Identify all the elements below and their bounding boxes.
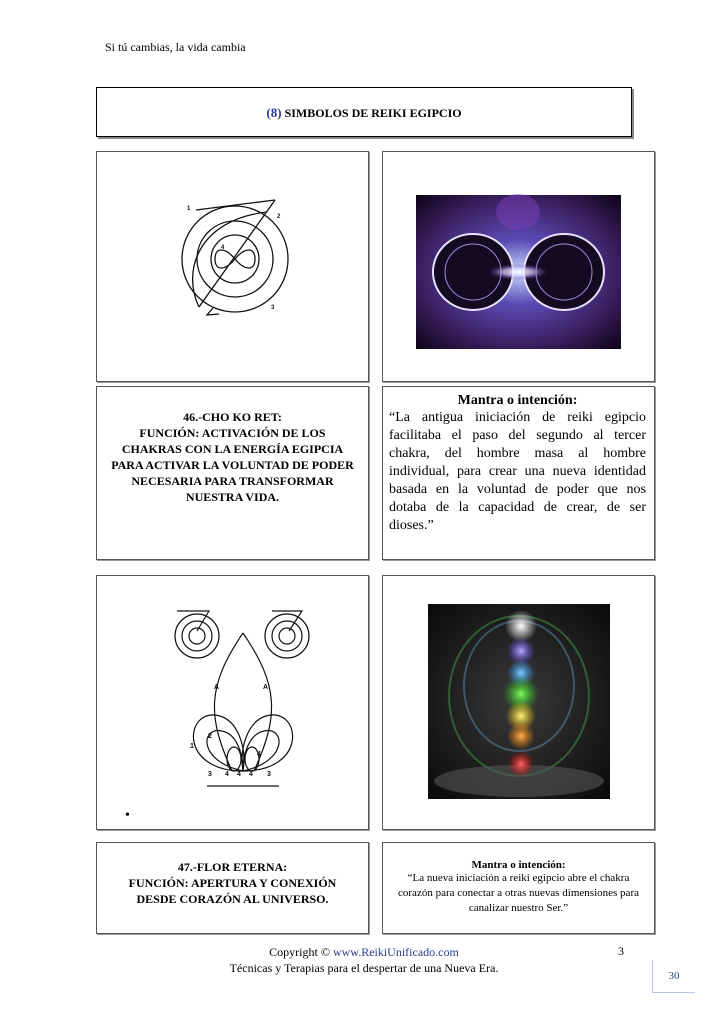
local-page-number: 3 (618, 944, 624, 958)
symbol2-image-cell (96, 575, 369, 830)
symbol1-line-5: NUESTRA VIDA. (185, 490, 280, 504)
copyright-text: Copyright © (269, 945, 330, 959)
symbol1-line-2: CHAKRAS CON LA ENERGÍA EGIPCIA (121, 442, 344, 456)
flor-label-4-b: 4 (237, 771, 241, 778)
flor-label-1: 1 (190, 743, 194, 750)
flor-label-4-a: 4 (225, 771, 229, 778)
flor-label-a-right: A (263, 684, 269, 691)
cho-ko-ret-diagram (97, 152, 368, 381)
diagram-label-4: 4 (221, 245, 225, 251)
symbol1-text-cell (96, 386, 369, 560)
flor-label-4-c: 4 (249, 771, 253, 778)
footer-tagline: Técnicas y Terapias para el despertar de una Nueva Era. (229, 961, 499, 975)
symbol2-line-2: DESDE CORAZÓN AL UNIVERSO. (136, 892, 329, 906)
fractal-image (383, 152, 654, 381)
symbol2-text-cell (96, 842, 369, 934)
symbol1-line-4: NECESARIA PARA TRANSFORMAR (131, 474, 334, 488)
mantra1-cell (382, 386, 655, 560)
running-header: Si tú cambias, la vida cambia (105, 40, 246, 54)
flor-label-3-left: 3 (208, 771, 212, 778)
flor-label-2: 2 (208, 733, 212, 740)
symbol1-image-cell (96, 151, 369, 382)
title-box (96, 87, 632, 137)
symbol2-line-1: FUNCIÓN: APERTURA Y CONEXIÓN (128, 876, 337, 890)
mantra2-text: “La nueva iniciación a reiki egipcio abre el chakra corazón para conectar a otras nuevas dimensiones para canalizar nuestro Ser.” (398, 872, 639, 914)
mantra2-heading: Mantra o intención: (471, 859, 566, 871)
bullet-point: • (125, 808, 130, 823)
mantra2-cell (382, 842, 655, 934)
flor-eterna-diagram (97, 576, 368, 796)
mantra1-text: “La antigua iniciación de reiki egipcio facilitaba el paso del segundo al tercer chakra, del hombre masa al hombre individual, para crear una nueva identidad basada en la voluntad de poder que nos dotaba de la capacidad de crear, de ser dioses.” (389, 410, 646, 533)
website-link[interactable]: www.ReikiUnificado.com (332, 945, 459, 959)
symbol1-name: 46.-CHO KO RET: (183, 410, 282, 424)
mantra1-heading: Mantra o intención: (457, 393, 578, 408)
diagram-label-3: 3 (271, 305, 275, 311)
symbol1-line-3: PARA ACTIVAR LA VOLUNTAD DE PODER (111, 458, 354, 472)
flor-label-4-d: 4 (257, 751, 261, 758)
flor-label-a-left: A (214, 684, 220, 691)
chakra-image-cell (382, 575, 655, 830)
section-title-text: SIMBOLOS DE REIKI EGIPCIO (284, 106, 462, 120)
page-number-badge: 30 (652, 960, 695, 993)
chakra-meditation-image (383, 576, 654, 829)
diagram-label-1: 1 (187, 206, 191, 212)
flor-label-3-right: 3 (267, 771, 271, 778)
symbol1-line-1: FUNCIÓN: ACTIVACIÓN DE LOS (139, 426, 326, 440)
section-number: (8) (266, 105, 282, 120)
diagram-label-2: 2 (277, 214, 281, 220)
section-title (97, 105, 631, 121)
symbol2-name: 47.-FLOR ETERNA: (177, 860, 288, 874)
fractal-image-cell (382, 151, 655, 382)
